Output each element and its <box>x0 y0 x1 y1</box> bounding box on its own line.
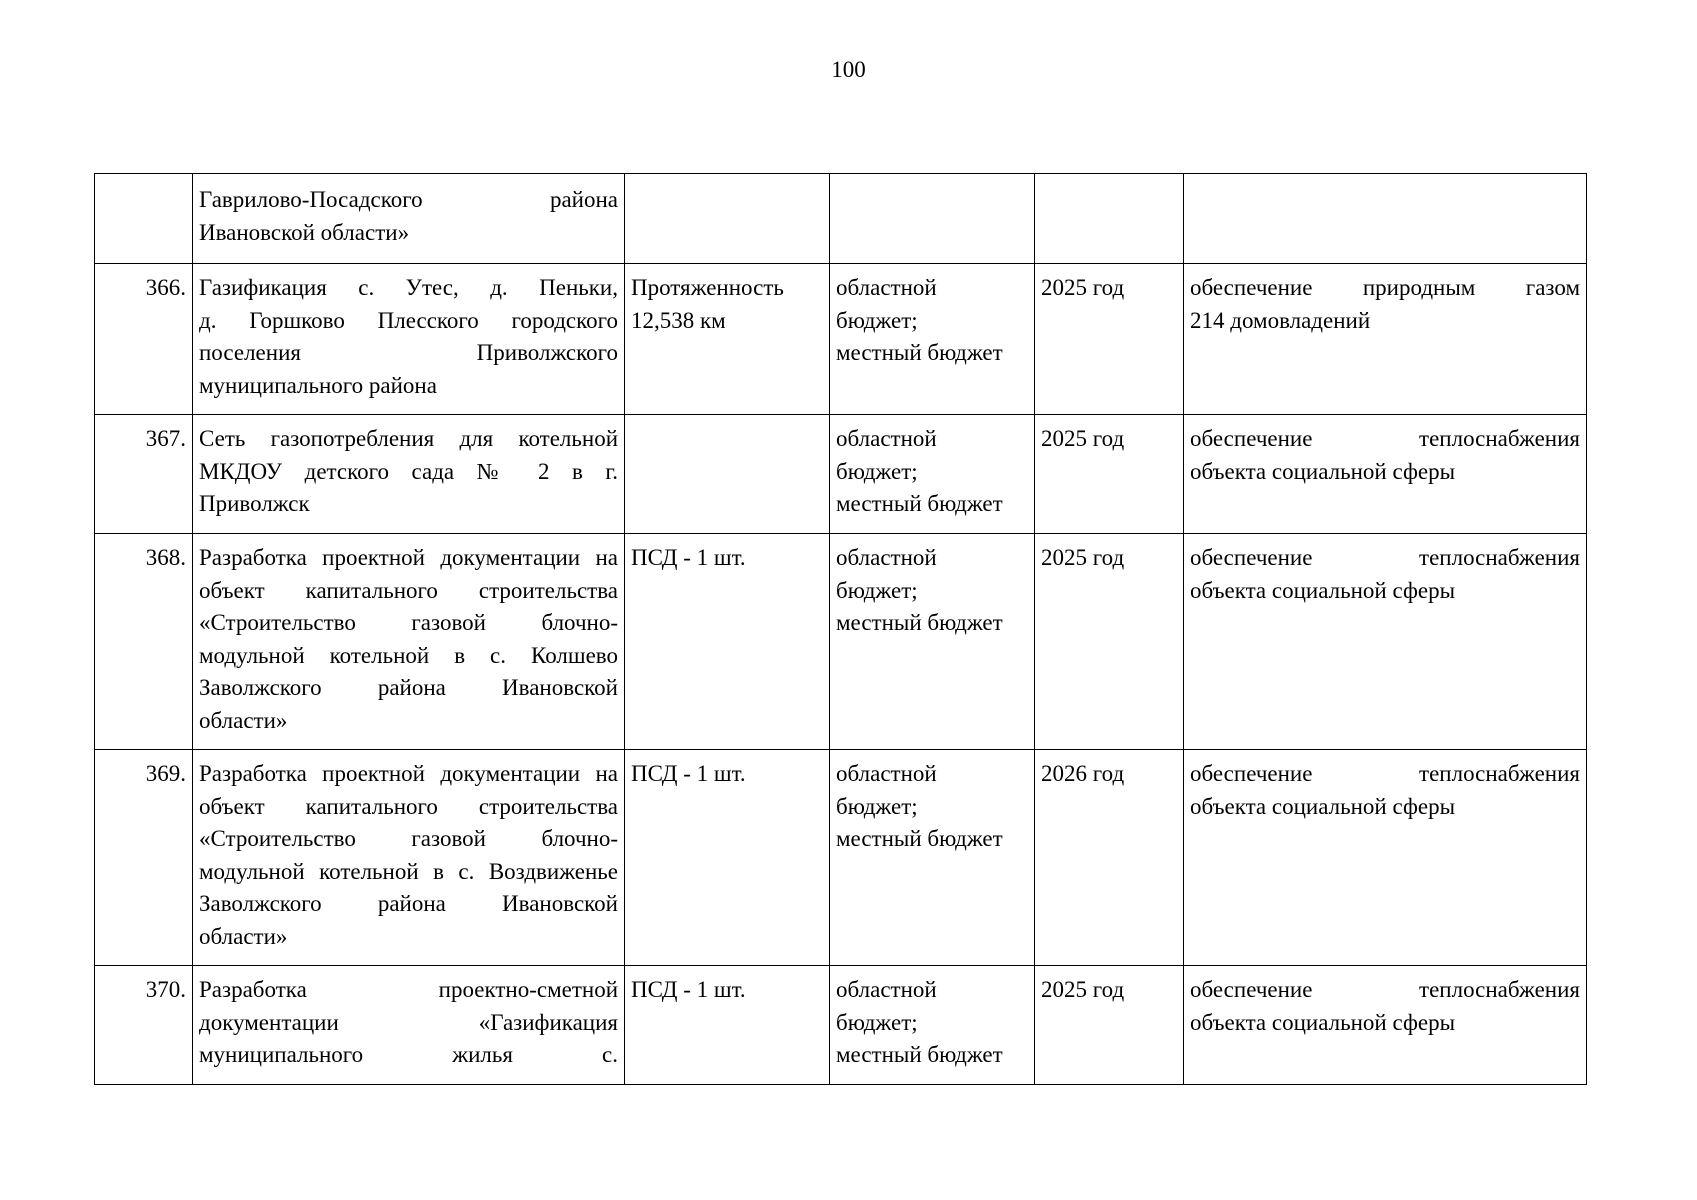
measure-name-line: Разработка проектно-сметной <box>199 977 618 1002</box>
measure-name-line: Ивановской области» <box>199 219 410 245</box>
measure-name-line: Сеть газопотребления для котельной <box>199 426 618 451</box>
indicator-line: Протяженность <box>631 275 784 300</box>
measure-name-line: муниципального района <box>199 372 437 398</box>
measure-name-cell <box>193 264 625 415</box>
funding-source-line: местный бюджет <box>836 826 1003 851</box>
indicator-cell <box>625 750 830 966</box>
funding-source-cell <box>830 534 1035 750</box>
measure-name-cell <box>193 415 625 534</box>
result-line: объекта социальной сферы <box>1190 793 1456 819</box>
result-line: объекта социальной сферы <box>1190 458 1456 484</box>
funding-source-line: областной <box>836 545 937 570</box>
funding-source-line: бюджет; <box>836 458 918 484</box>
funding-source-cell <box>830 174 1035 264</box>
result-line: объекта социальной сферы <box>1190 1009 1456 1035</box>
measure-name-cell <box>193 174 625 264</box>
measure-name-line: Заволжского района Ивановской <box>199 891 618 916</box>
year-cell: 2025 год <box>1035 264 1184 415</box>
measure-name-cell <box>193 750 625 966</box>
indicator-cell <box>625 174 830 264</box>
measure-name-line: «Строительство газовой блочно- <box>199 610 618 635</box>
year-cell <box>1035 174 1184 264</box>
table-row <box>95 174 1587 264</box>
funding-source-line: местный бюджет <box>836 491 1003 516</box>
indicator-cell <box>625 415 830 534</box>
indicator-cell <box>625 534 830 750</box>
table-row <box>95 966 1587 1085</box>
measure-name-cell <box>193 534 625 750</box>
result-cell <box>1184 264 1587 415</box>
result-cell <box>1184 750 1587 966</box>
measure-name-line: Разработка проектной документации на <box>199 761 618 786</box>
funding-source-line: местный бюджет <box>836 1042 1003 1067</box>
result-line: объекта социальной сферы <box>1190 577 1456 603</box>
measure-name-line: Гаврилово-Посадского района <box>199 187 618 212</box>
row-number: 368. <box>95 534 193 750</box>
funding-source-cell <box>830 966 1035 1085</box>
funding-source-line: местный бюджет <box>836 610 1003 635</box>
measure-name-line: области» <box>199 707 288 733</box>
indicator-line: ПСД - 1 шт. <box>631 761 746 786</box>
result-cell <box>1184 174 1587 264</box>
result-cell <box>1184 534 1587 750</box>
indicator-line: ПСД - 1 шт. <box>631 977 746 1002</box>
row-number: 370. <box>95 966 193 1085</box>
row-number <box>95 174 193 264</box>
funding-source-line: областной <box>836 426 937 451</box>
measure-name-line: документации «Газификация <box>199 1009 618 1035</box>
funding-source-line: бюджет; <box>836 577 918 603</box>
funding-source-line: бюджет; <box>836 1009 918 1035</box>
measure-name-cell <box>193 966 625 1085</box>
funding-source-line: местный бюджет <box>836 340 1003 365</box>
funding-source-cell <box>830 264 1035 415</box>
funding-source-line: областной <box>836 275 937 300</box>
table-row <box>95 750 1587 966</box>
row-number: 366. <box>95 264 193 415</box>
result-line: обеспечение природным газом <box>1190 275 1580 300</box>
measure-name-line: Разработка проектной документации на <box>199 545 618 570</box>
measure-name-line: МКДОУ детского сада № 2 в г. <box>199 458 618 484</box>
funding-source-cell <box>830 415 1035 534</box>
row-number: 367. <box>95 415 193 534</box>
funding-source-line: бюджет; <box>836 793 918 819</box>
measure-name-line: области» <box>199 923 288 949</box>
year-cell: 2025 год <box>1035 966 1184 1085</box>
result-line: 214 домовладений <box>1190 307 1371 333</box>
indicator-line: ПСД - 1 шт. <box>631 545 746 570</box>
funding-source-line: областной <box>836 761 937 786</box>
indicator-cell <box>625 264 830 415</box>
indicator-line: 12,538 км <box>631 307 726 333</box>
measure-name-line: муниципального жилья с. <box>199 1042 618 1067</box>
result-line: обеспечение теплоснабжения <box>1190 761 1580 786</box>
row-number: 369. <box>95 750 193 966</box>
result-line: обеспечение теплоснабжения <box>1190 545 1580 570</box>
measure-name-line: модульной котельной в с. Колшево <box>199 642 618 668</box>
result-line: обеспечение теплоснабжения <box>1190 426 1580 451</box>
table-row <box>95 264 1587 415</box>
funding-source-line: областной <box>836 977 937 1002</box>
year-cell: 2025 год <box>1035 534 1184 750</box>
measure-name-line: «Строительство газовой блочно- <box>199 826 618 851</box>
table-row <box>95 415 1587 534</box>
measures-table <box>94 173 1587 1085</box>
measure-name-line: поселения Приволжского <box>199 340 618 365</box>
measure-name-line: Газификация с. Утес, д. Пеньки, <box>199 275 618 300</box>
funding-source-cell <box>830 750 1035 966</box>
result-cell <box>1184 966 1587 1085</box>
page-number: 100 <box>831 57 866 82</box>
measure-name-line: модульной котельной в с. Воздвиженье <box>199 858 618 884</box>
table-row <box>95 534 1587 750</box>
measure-name-line: объект капитального строительства <box>199 793 618 819</box>
result-line: обеспечение теплоснабжения <box>1190 977 1580 1002</box>
funding-source-line: бюджет; <box>836 307 918 333</box>
year-cell: 2026 год <box>1035 750 1184 966</box>
measure-name-line: Заволжского района Ивановской <box>199 675 618 700</box>
result-cell <box>1184 415 1587 534</box>
measure-name-line: объект капитального строительства <box>199 577 618 603</box>
year-cell: 2025 год <box>1035 415 1184 534</box>
indicator-cell <box>625 966 830 1085</box>
measure-name-line: Приволжск <box>199 491 310 516</box>
measure-name-line: д. Горшково Плесского городского <box>199 307 618 333</box>
